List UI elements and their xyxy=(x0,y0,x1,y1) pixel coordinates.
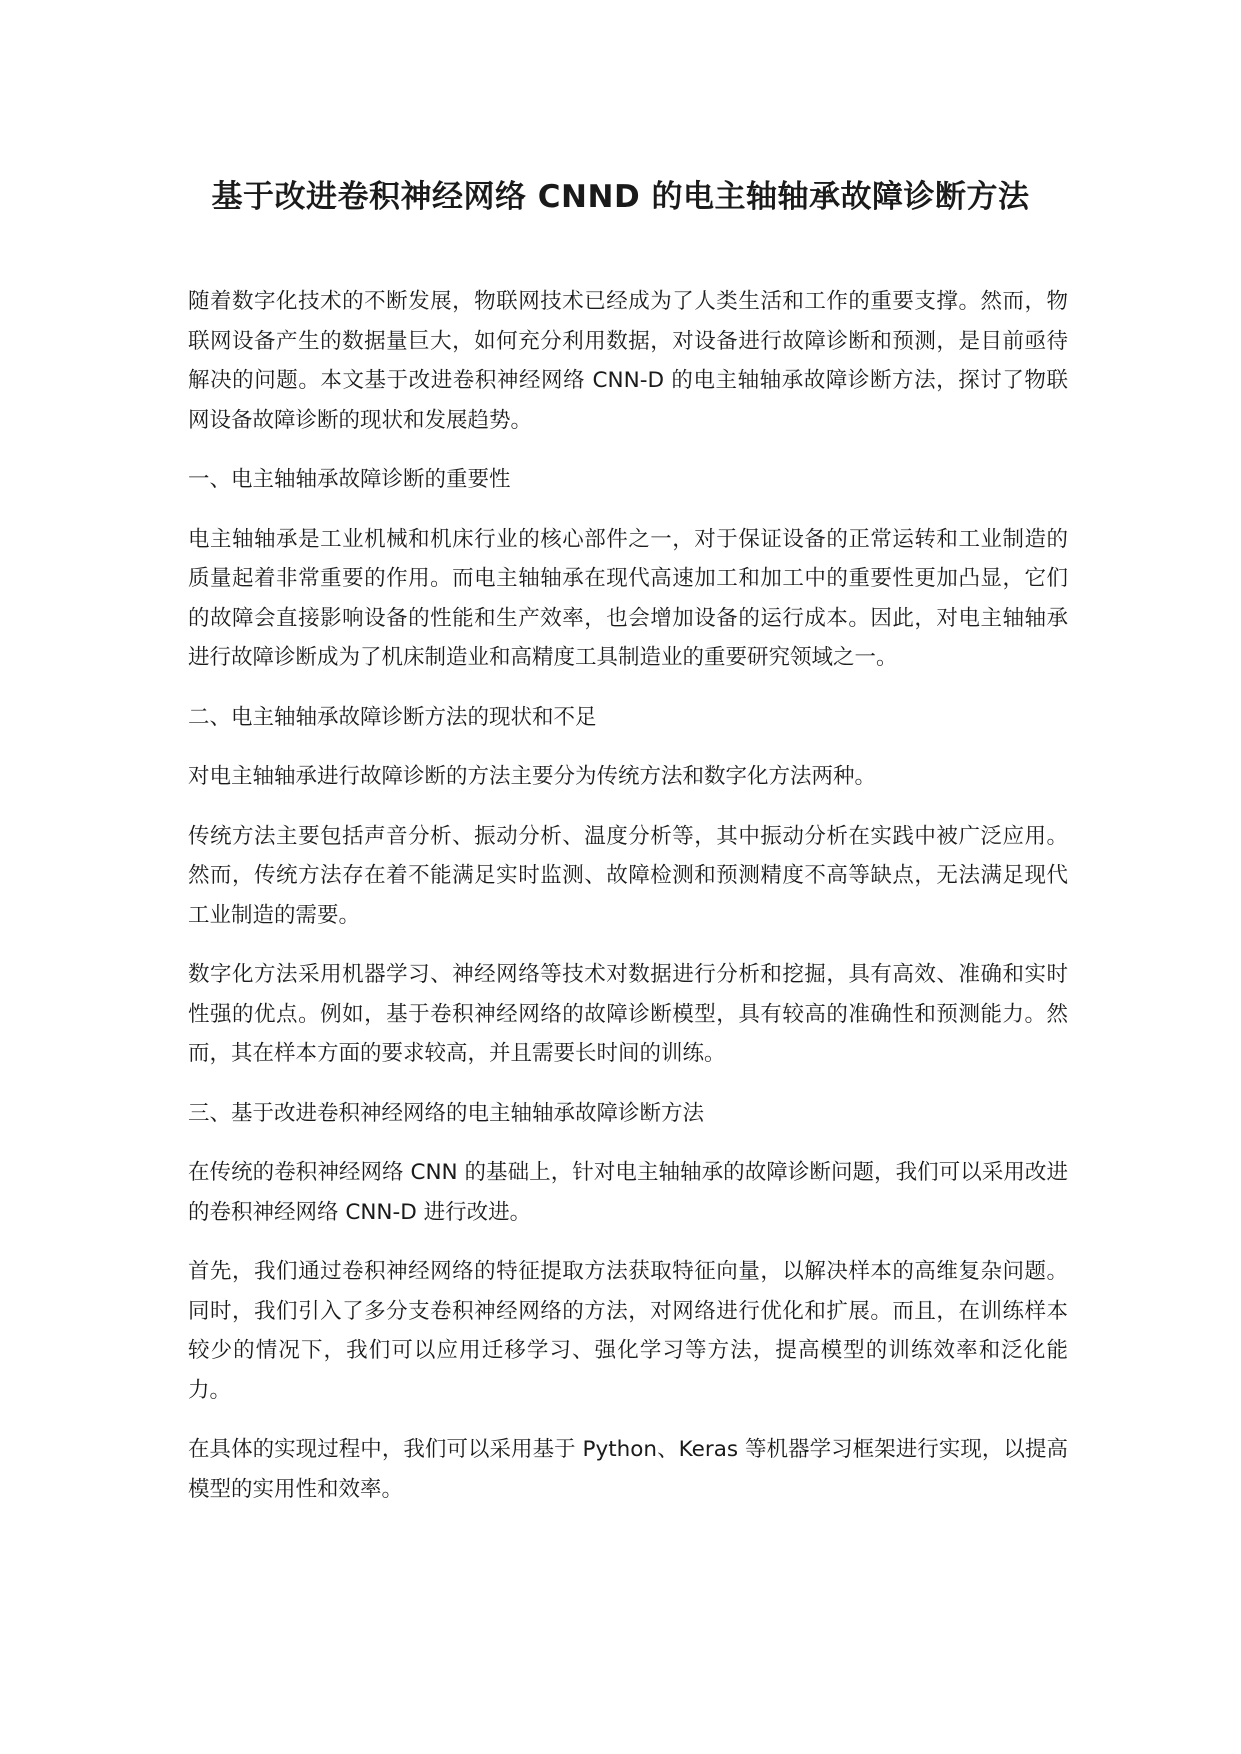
section-heading-method: 三、基于改进卷积神经网络的电主轴轴承故障诊断方法 xyxy=(188,1100,705,1126)
section3-paragraph-3: 在具体的实现过程中，我们可以采用基于 Python、Keras 等机器学习框架进行实现，以提高模型的实用性和效率。 xyxy=(188,1437,1068,1502)
section-heading-status: 二、电主轴轴承故障诊断方法的现状和不足 xyxy=(188,704,597,730)
section2-paragraph-2: 传统方法主要包括声音分析、振动分析、温度分析等，其中振动分析在实践中被广泛应用。然而，传统方法存在着不能满足实时监测、故障检测和预测精度不高等缺点，无法满足现代工业制造的需要。 xyxy=(188,823,1068,928)
document-title: 基于改进卷积神经网络 CNND 的电主轴轴承故障诊断方法 xyxy=(211,179,1030,215)
section1-paragraph-1: 电主轴轴承是工业机械和机床行业的核心部件之一，对于保证设备的正常运转和工业制造的质量起着非常重要的作用。而电主轴轴承在现代高速加工和加工中的重要性更加凸显，它们的故障会直接影响设备的性能和生产效率，也会增加设备的运行成本。因此，对电主轴轴承进行故障诊断成为了机床制造业和高精度工具制造业的重要研究领域之一。 xyxy=(188,526,1068,670)
section3-paragraph-2: 首先，我们通过卷积神经网络的特征提取方法获取特征向量，以解决样本的高维复杂问题。同时，我们引入了多分支卷积神经网络的方法，对网络进行优化和扩展。而且，在训练样本较少的情况下，我们可以应用迁移学习、强化学习等方法，提高模型的训练效率和泛化能力。 xyxy=(188,1259,1068,1403)
section2-paragraph-3: 数字化方法采用机器学习、神经网络等技术对数据进行分析和挖掘，具有高效、准确和实时性强的优点。例如，基于卷积神经网络的故障诊断模型，具有较高的准确性和预测能力。然而，其在样本方面的要求较高，并且需要长时间的训练。 xyxy=(188,962,1068,1066)
document-body xyxy=(188,282,1068,1529)
section-heading-importance: 一、电主轴轴承故障诊断的重要性 xyxy=(188,467,511,492)
intro-paragraph: 随着数字化技术的不断发展，物联网技术已经成为了人类生活和工作的重要支撑。然而，物联网设备产生的数据量巨大，如何充分利用数据，对设备进行故障诊断和预测，是目前亟待解决的问题。本文基于改进卷积神经网络 CNN-D 的电主轴轴承故障诊断方法，探讨了物联网设备故障诊断的现状和发展趋势。 xyxy=(188,289,1068,433)
section2-paragraph-1: 对电主轴轴承进行故障诊断的方法主要分为传统方法和数字化方法两种。 xyxy=(188,764,877,789)
section3-paragraph-1: 在传统的卷积神经网络 CNN 的基础上，针对电主轴轴承的故障诊断问题，我们可以采用改进的卷积神经网络 CNN-D 进行改进。 xyxy=(188,1160,1068,1225)
